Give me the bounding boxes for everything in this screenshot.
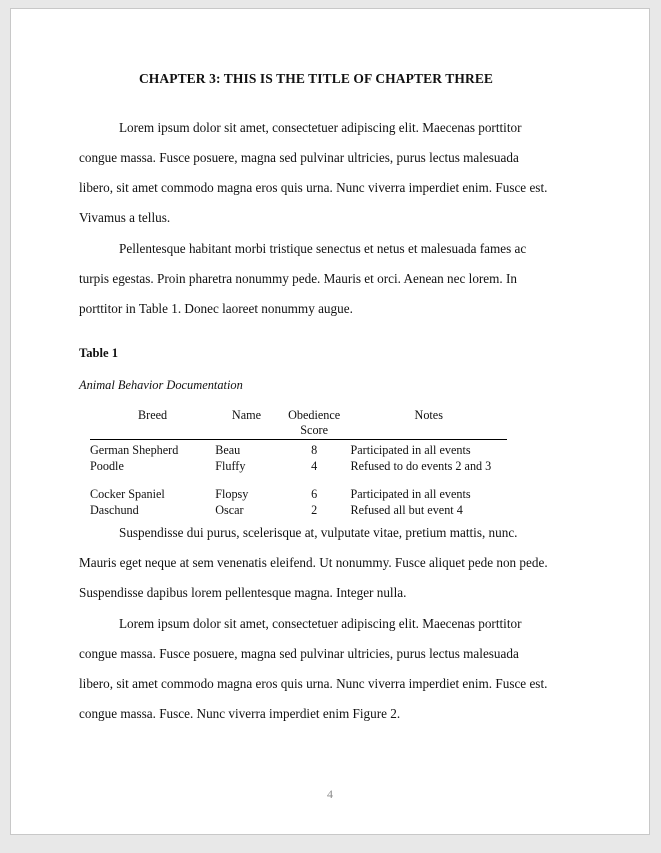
cell-name: Fluffy [215, 458, 246, 473]
column-header-breed: Breed [138, 408, 168, 422]
column-header-obedience-score [278, 408, 351, 440]
cell-score: 6 [311, 487, 318, 501]
table-caption: Animal Behavior Documentation [79, 378, 243, 392]
animal-behavior-table [90, 408, 507, 518]
table-header [90, 408, 507, 440]
column-header-obedience-score-line1: Obedience [288, 408, 341, 422]
cell-score: 8 [311, 443, 318, 457]
table-block [79, 346, 553, 518]
cell-breed: German Shepherd [90, 443, 179, 457]
cell-name: Oscar [215, 502, 244, 517]
table-body [90, 440, 507, 519]
table-row-spacer [90, 474, 507, 487]
table-label: Table 1 [79, 346, 119, 360]
column-header-notes: Notes [414, 408, 443, 422]
page-content [79, 71, 553, 730]
cell-breed: Cocker Spaniel [90, 487, 165, 501]
table-row [90, 503, 507, 519]
table-row [90, 443, 507, 459]
paragraph-intro-2: Pellentesque habitant morbi tristique senectus et netus et malesuada fames ac turpis egestas. Proin pharetra nonummy pede. Mauris et orci. Aenean nec lorem. In porttitor in Table 1. Donec laoreet nonummy augue. [79, 241, 527, 316]
page-title: CHAPTER 3: THIS IS THE TITLE OF CHAPTER THREE [138, 71, 494, 86]
cell-notes: Participated in all events [350, 443, 471, 457]
cell-score: 2 [311, 502, 318, 517]
cell-score: 4 [311, 458, 318, 473]
table-row [90, 459, 507, 475]
document-page [10, 8, 650, 835]
table-row [90, 487, 507, 503]
paragraph-after-table-2: Lorem ipsum dolor sit amet, consectetuer adipiscing elit. Maecenas porttitor congue massa. Fusce posuere, magna sed pulvinar ultricies, purus lectus malesuada libero, sit amet commodo magna eros quis urna. Nunc viverra imperdiet enim. Fusce est. congue massa. Fusce. Nunc viverra imperdiet enim Figure 2. [79, 616, 548, 721]
cell-breed: Daschund [90, 502, 139, 517]
table-spacer-cell [90, 474, 507, 487]
page-number: 4 [327, 787, 333, 801]
paragraph-intro-1: Lorem ipsum dolor sit amet, consectetuer adipiscing elit. Maecenas porttitor congue massa. Fusce posuere, magna sed pulvinar ultricies, purus lectus malesuada libero, sit amet commodo magna eros quis urna. Nunc viverra imperdiet enim. Fusce est. Vivamus a tellus. [79, 120, 548, 225]
cell-notes: Refused to do events 2 and 3 [350, 458, 492, 473]
cell-breed: Poodle [90, 458, 124, 473]
paragraph-after-table-1: Suspendisse dui purus, scelerisque at, vulputate vitae, pretium mattis, nunc. Mauris eget neque at sem venenatis eleifend. Ut nonummy. Fusce aliquet pede non pede. Suspendisse dapibus lorem pellentesque magna. Integer nulla. [79, 525, 548, 600]
cell-name: Flopsy [215, 487, 249, 501]
cell-notes: Refused all but event 4 [350, 502, 463, 517]
column-header-name: Name [231, 408, 262, 422]
cell-notes: Participated in all events [350, 487, 471, 501]
cell-name: Beau [215, 443, 241, 457]
column-header-obedience-score-line2: Score [300, 423, 328, 437]
table-header-row [90, 408, 507, 440]
